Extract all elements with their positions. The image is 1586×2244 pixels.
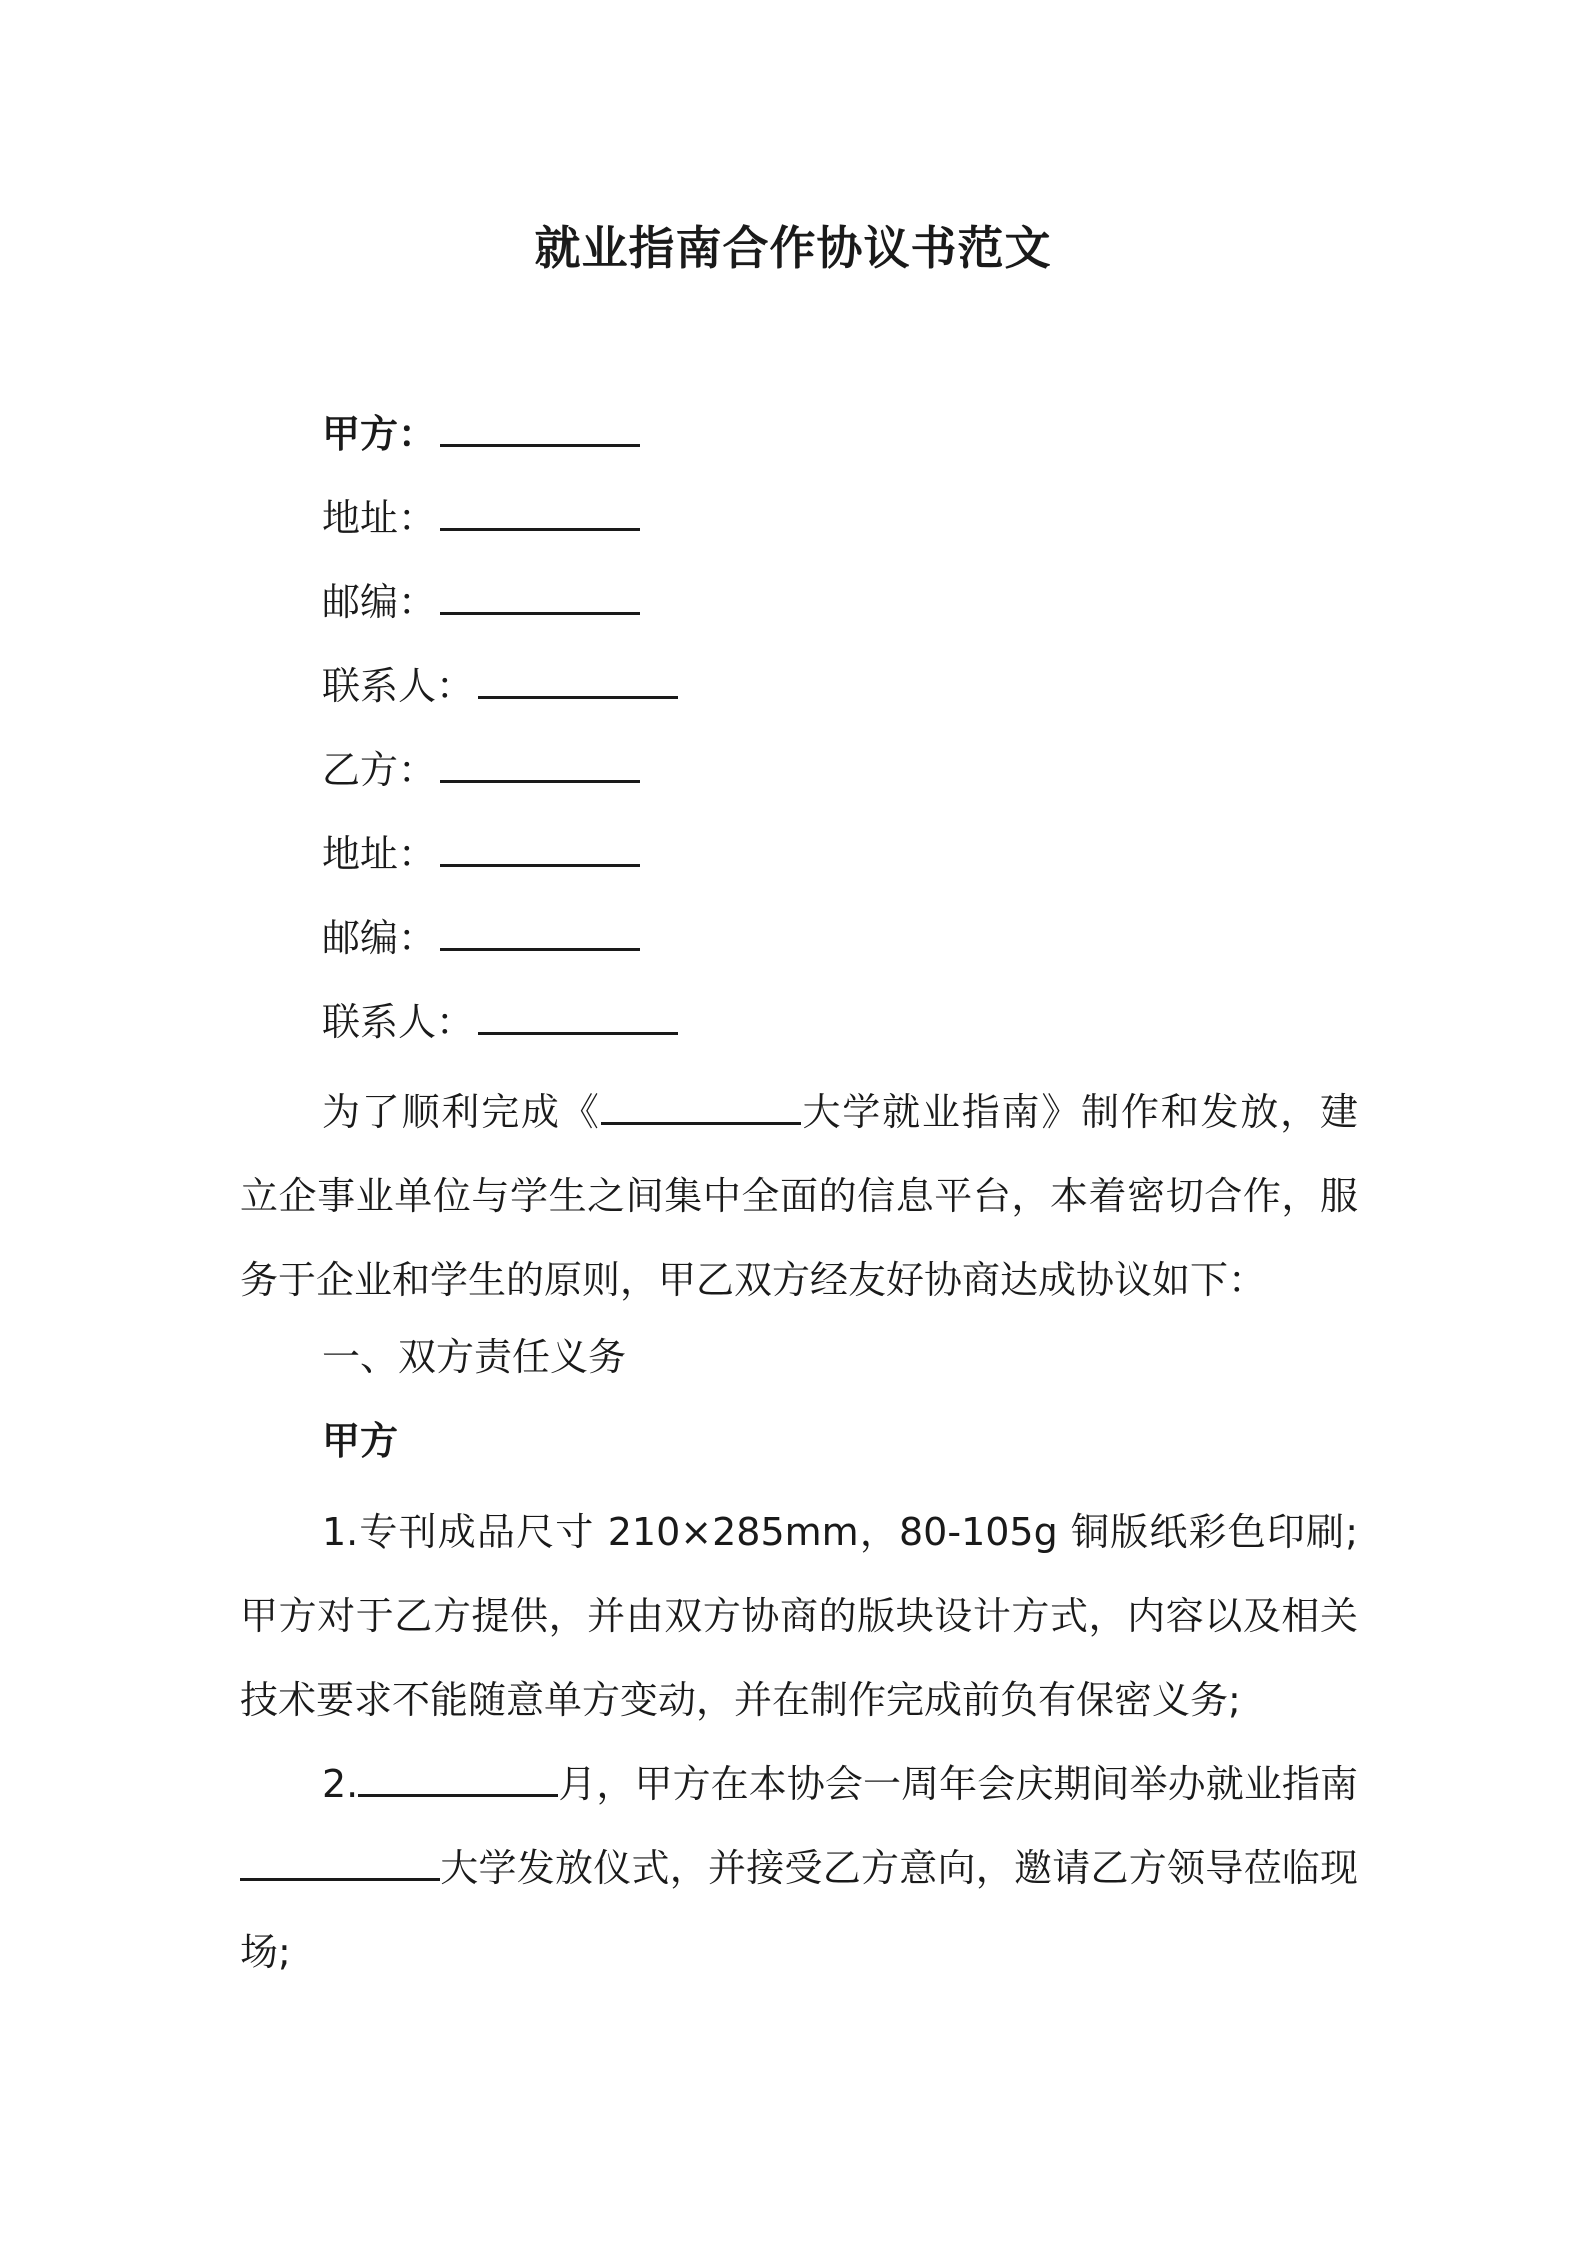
blank-line bbox=[601, 1086, 801, 1125]
field-postcode-b bbox=[322, 912, 640, 963]
field-label: 联系人： bbox=[322, 1000, 475, 1044]
intro-paragraph bbox=[240, 1070, 1358, 1322]
field-contact-a bbox=[322, 660, 678, 711]
page-title: 就业指南合作协议书范文 bbox=[534, 221, 1052, 275]
blank-line bbox=[358, 1758, 558, 1797]
field-label: 联系人： bbox=[322, 664, 475, 708]
item-2-paragraph bbox=[240, 1742, 1358, 1994]
blank-line bbox=[440, 576, 640, 615]
item-1-paragraph: 1.专刊成品尺寸 210×285mm，80-105g 铜版纸彩色印刷;甲方对于乙方提供，并由双方协商的版块设计方式，内容以及相关技术要求不能随意单方变动，并在制作完成前负有保密义务; bbox=[240, 1510, 1358, 1722]
field-label: 邮编： bbox=[322, 580, 437, 624]
item-2-number: 2. bbox=[322, 1762, 359, 1806]
field-label: 地址： bbox=[322, 496, 437, 540]
blank-line bbox=[240, 1842, 440, 1881]
section-heading: 一、双方责任义务 bbox=[322, 1335, 627, 1379]
field-address-b bbox=[322, 828, 640, 879]
field-party-a bbox=[322, 408, 640, 459]
field-postcode-a bbox=[322, 576, 640, 627]
item-2-text-a: 月，甲方在本协会一周年会庆期间举办就业指南 bbox=[558, 1762, 1358, 1806]
blank-line bbox=[440, 492, 640, 531]
blank-line bbox=[440, 828, 640, 867]
field-label: 甲方： bbox=[322, 412, 437, 456]
field-label: 邮编： bbox=[322, 916, 437, 960]
item-2-text-b: 大学发放仪式，并接受乙方意向，邀请乙方领导莅临现场; bbox=[240, 1846, 1358, 1974]
field-label: 地址： bbox=[322, 832, 437, 876]
intro-text-rest: 大学就业指南》制作和发放，建立企事业单位与学生之间集中全面的信息平台，本着密切合作，服务于企业和学生的原则，甲乙双方经友好协商达成协议如下： bbox=[240, 1090, 1358, 1302]
blank-line bbox=[478, 660, 678, 699]
field-label: 乙方： bbox=[322, 748, 437, 792]
blank-line bbox=[478, 996, 678, 1035]
blank-line bbox=[440, 408, 640, 447]
party-a-heading: 甲方 bbox=[322, 1419, 399, 1463]
field-address-a bbox=[322, 492, 640, 543]
field-party-b bbox=[322, 744, 640, 795]
blank-line bbox=[440, 744, 640, 783]
field-contact-b bbox=[322, 996, 678, 1047]
blank-line bbox=[440, 912, 640, 951]
intro-text-start: 为了顺利完成《 bbox=[322, 1090, 601, 1134]
